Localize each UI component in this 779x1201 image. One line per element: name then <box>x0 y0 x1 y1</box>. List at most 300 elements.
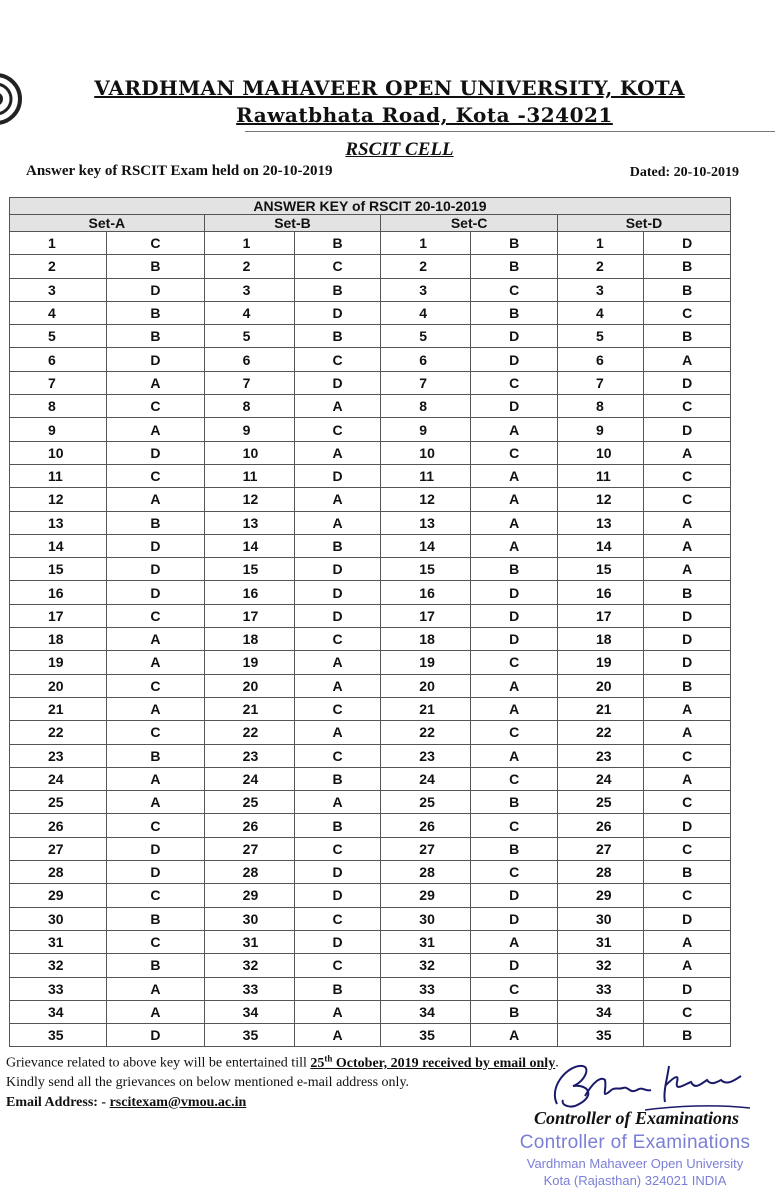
table-row <box>10 884 731 907</box>
question-number: 4 <box>10 301 107 324</box>
answer-option: A <box>107 767 204 790</box>
answer-option: C <box>644 1000 731 1023</box>
answer-option: A <box>107 371 204 394</box>
question-number: 25 <box>557 791 644 814</box>
answer-option: C <box>294 418 381 441</box>
table-row <box>10 837 731 860</box>
cell-name: RSCIT CELL <box>345 139 454 160</box>
answer-option: B <box>294 232 381 255</box>
answer-option: B <box>294 534 381 557</box>
signatory-title: Controller of Examinations <box>534 1108 740 1128</box>
question-number: 33 <box>10 977 107 1000</box>
answer-option: C <box>644 791 731 814</box>
question-number: 24 <box>10 767 107 790</box>
table-row <box>10 441 731 464</box>
question-number: 23 <box>204 744 294 767</box>
answer-key-heading: Answer key of RSCIT Exam held on 20-10-2019 <box>26 163 333 179</box>
answer-option: C <box>471 721 558 744</box>
question-number: 1 <box>381 232 471 255</box>
question-number: 19 <box>204 651 294 674</box>
answer-option: B <box>471 232 558 255</box>
university-address: Rawatbhata Road, Kota -324021 <box>236 103 613 127</box>
answer-option: A <box>644 441 731 464</box>
answer-option: A <box>107 488 204 511</box>
question-number: 18 <box>10 628 107 651</box>
question-number: 35 <box>10 1024 107 1047</box>
question-number: 31 <box>10 930 107 953</box>
answer-option: B <box>471 1000 558 1023</box>
question-number: 16 <box>204 581 294 604</box>
question-number: 20 <box>10 674 107 697</box>
table-row <box>10 511 731 534</box>
question-number: 21 <box>204 697 294 720</box>
question-number: 16 <box>10 581 107 604</box>
question-number: 2 <box>381 255 471 278</box>
answer-option: B <box>107 907 204 930</box>
answer-option: D <box>644 814 731 837</box>
table-row <box>10 721 731 744</box>
question-number: 25 <box>10 791 107 814</box>
question-number: 27 <box>10 837 107 860</box>
answer-option: B <box>107 511 204 534</box>
question-number: 35 <box>557 1024 644 1047</box>
answer-option: C <box>107 395 204 418</box>
answer-option: C <box>471 977 558 1000</box>
question-number: 21 <box>557 697 644 720</box>
question-number: 23 <box>557 744 644 767</box>
answer-option: C <box>107 604 204 627</box>
question-number: 29 <box>381 884 471 907</box>
question-number: 6 <box>10 348 107 371</box>
question-number: 21 <box>10 697 107 720</box>
answer-option: B <box>294 325 381 348</box>
question-number: 3 <box>10 278 107 301</box>
answer-option: B <box>644 674 731 697</box>
question-number: 6 <box>204 348 294 371</box>
question-number: 13 <box>381 511 471 534</box>
answer-option: C <box>294 837 381 860</box>
set-header-row <box>10 215 731 232</box>
question-number: 14 <box>557 534 644 557</box>
answer-option: D <box>644 418 731 441</box>
question-number: 27 <box>381 837 471 860</box>
question-number: 19 <box>381 651 471 674</box>
answer-option: C <box>471 651 558 674</box>
answer-option: D <box>471 954 558 977</box>
table-row <box>10 464 731 487</box>
question-number: 18 <box>381 628 471 651</box>
handwritten-signature <box>545 1046 755 1116</box>
answer-option: D <box>471 884 558 907</box>
question-number: 12 <box>557 488 644 511</box>
answer-option: D <box>107 348 204 371</box>
answer-option: A <box>471 464 558 487</box>
answer-option: D <box>471 907 558 930</box>
question-number: 5 <box>204 325 294 348</box>
question-number: 16 <box>381 581 471 604</box>
answer-option: A <box>471 511 558 534</box>
question-number: 8 <box>381 395 471 418</box>
answer-option: B <box>107 301 204 324</box>
question-number: 3 <box>204 278 294 301</box>
answer-option: A <box>644 697 731 720</box>
question-number: 6 <box>381 348 471 371</box>
answer-option: A <box>471 418 558 441</box>
table-row <box>10 301 731 324</box>
question-number: 20 <box>381 674 471 697</box>
stamp-line-2: Vardhman Mahaveer Open University <box>526 1156 744 1171</box>
answer-option: C <box>644 464 731 487</box>
question-number: 7 <box>381 371 471 394</box>
question-number: 25 <box>204 791 294 814</box>
question-number: 26 <box>381 814 471 837</box>
question-number: 15 <box>381 558 471 581</box>
answer-option: C <box>107 674 204 697</box>
table-row <box>10 907 731 930</box>
answer-option: D <box>644 628 731 651</box>
question-number: 20 <box>557 674 644 697</box>
question-number: 30 <box>10 907 107 930</box>
question-number: 22 <box>204 721 294 744</box>
question-number: 12 <box>10 488 107 511</box>
answer-option: D <box>294 604 381 627</box>
grievance-prefix: Grievance related to above key will be entertained till <box>6 1055 311 1071</box>
answer-option: D <box>644 371 731 394</box>
table-row <box>10 348 731 371</box>
official-stamp <box>500 1132 770 1188</box>
question-number: 24 <box>204 767 294 790</box>
question-number: 23 <box>381 744 471 767</box>
question-number: 18 <box>204 628 294 651</box>
answer-option: A <box>107 418 204 441</box>
question-number: 9 <box>10 418 107 441</box>
answer-option: D <box>471 581 558 604</box>
answer-option: A <box>471 488 558 511</box>
table-row <box>10 278 731 301</box>
question-number: 14 <box>204 534 294 557</box>
question-number: 2 <box>10 255 107 278</box>
answer-option: C <box>644 744 731 767</box>
answer-option: B <box>294 977 381 1000</box>
question-number: 11 <box>204 464 294 487</box>
question-number: 19 <box>557 651 644 674</box>
answer-option: A <box>471 697 558 720</box>
question-number: 35 <box>381 1024 471 1047</box>
question-number: 35 <box>204 1024 294 1047</box>
question-number: 13 <box>204 511 294 534</box>
question-number: 28 <box>204 861 294 884</box>
answer-option: B <box>107 744 204 767</box>
question-number: 17 <box>381 604 471 627</box>
question-number: 14 <box>381 534 471 557</box>
answer-option: D <box>294 581 381 604</box>
answer-key-table <box>9 197 731 1047</box>
answer-option: A <box>294 488 381 511</box>
table-row <box>10 488 731 511</box>
question-number: 12 <box>381 488 471 511</box>
answer-option: D <box>644 651 731 674</box>
question-number: 1 <box>557 232 644 255</box>
answer-option: C <box>471 371 558 394</box>
question-number: 19 <box>10 651 107 674</box>
question-number: 17 <box>204 604 294 627</box>
answer-option: A <box>644 534 731 557</box>
question-number: 9 <box>557 418 644 441</box>
answer-option: A <box>294 1024 381 1047</box>
table-row <box>10 814 731 837</box>
table-row <box>10 418 731 441</box>
table-row <box>10 697 731 720</box>
answer-option: A <box>644 954 731 977</box>
question-number: 26 <box>10 814 107 837</box>
answer-option: C <box>294 744 381 767</box>
table-row <box>10 558 731 581</box>
answer-option: D <box>107 441 204 464</box>
answer-option: A <box>107 1000 204 1023</box>
question-number: 15 <box>204 558 294 581</box>
answer-option: C <box>294 954 381 977</box>
answer-option: C <box>107 814 204 837</box>
answer-option: B <box>644 581 731 604</box>
answer-option: A <box>644 558 731 581</box>
question-number: 34 <box>10 1000 107 1023</box>
question-number: 17 <box>557 604 644 627</box>
table-row <box>10 651 731 674</box>
question-number: 5 <box>381 325 471 348</box>
answer-option: A <box>294 441 381 464</box>
question-number: 6 <box>557 348 644 371</box>
question-number: 4 <box>557 301 644 324</box>
question-number: 5 <box>557 325 644 348</box>
question-number: 34 <box>557 1000 644 1023</box>
answer-option: C <box>471 441 558 464</box>
answer-option: D <box>107 837 204 860</box>
table-row <box>10 1000 731 1023</box>
answer-option: D <box>294 930 381 953</box>
stamp-line-3: Kota (Rajasthan) 324021 INDIA <box>543 1173 727 1188</box>
answer-option: D <box>294 558 381 581</box>
answer-option: A <box>644 930 731 953</box>
answer-option: D <box>294 464 381 487</box>
answer-option: B <box>294 278 381 301</box>
question-number: 25 <box>381 791 471 814</box>
answer-option: B <box>644 1024 731 1047</box>
email-link[interactable]: rscitexam@vmou.ac.in <box>109 1094 247 1110</box>
table-row <box>10 674 731 697</box>
question-number: 31 <box>557 930 644 953</box>
question-number: 31 <box>381 930 471 953</box>
answer-option: A <box>107 628 204 651</box>
question-number: 33 <box>557 977 644 1000</box>
grievance-line <box>6 1049 559 1073</box>
answer-option: C <box>107 721 204 744</box>
answer-option: C <box>471 767 558 790</box>
question-number: 32 <box>557 954 644 977</box>
question-number: 10 <box>557 441 644 464</box>
answer-option: C <box>471 861 558 884</box>
answer-option: A <box>294 511 381 534</box>
question-number: 2 <box>557 255 644 278</box>
table-row <box>10 232 731 255</box>
table-row <box>10 1024 731 1047</box>
question-number: 9 <box>381 418 471 441</box>
answer-option: A <box>107 977 204 1000</box>
question-number: 24 <box>557 767 644 790</box>
question-number: 8 <box>557 395 644 418</box>
answer-option: C <box>107 930 204 953</box>
question-number: 10 <box>381 441 471 464</box>
question-number: 24 <box>381 767 471 790</box>
question-number: 15 <box>557 558 644 581</box>
question-number: 7 <box>204 371 294 394</box>
table-row <box>10 628 731 651</box>
answer-option: A <box>644 511 731 534</box>
answer-option: A <box>471 930 558 953</box>
grievance-deadline: 25th October, 2019 received by email only <box>310 1053 556 1071</box>
answer-option: C <box>294 255 381 278</box>
answer-option: B <box>107 325 204 348</box>
university-name: VARDHMAN MAHAVEER OPEN UNIVERSITY, KOTA <box>94 76 685 100</box>
answer-option: B <box>294 814 381 837</box>
answer-option: D <box>644 907 731 930</box>
answer-option: B <box>471 558 558 581</box>
question-number: 1 <box>204 232 294 255</box>
table-row <box>10 930 731 953</box>
question-number: 18 <box>557 628 644 651</box>
answer-option: A <box>294 721 381 744</box>
question-number: 3 <box>381 278 471 301</box>
question-number: 4 <box>381 301 471 324</box>
question-number: 29 <box>10 884 107 907</box>
question-number: 9 <box>204 418 294 441</box>
question-number: 22 <box>557 721 644 744</box>
answer-option: D <box>107 558 204 581</box>
question-number: 3 <box>557 278 644 301</box>
question-number: 11 <box>557 464 644 487</box>
answer-option: B <box>644 325 731 348</box>
answer-option: A <box>644 721 731 744</box>
question-number: 32 <box>204 954 294 977</box>
answer-option: C <box>644 395 731 418</box>
table-row <box>10 977 731 1000</box>
answer-option: B <box>471 791 558 814</box>
answer-option: D <box>294 371 381 394</box>
question-number: 8 <box>204 395 294 418</box>
email-line <box>6 1093 559 1113</box>
question-number: 8 <box>10 395 107 418</box>
answer-option: D <box>107 1024 204 1047</box>
answer-option: C <box>644 837 731 860</box>
document-date: Dated: 20-10-2019 <box>629 165 739 180</box>
answer-option: D <box>644 232 731 255</box>
question-number: 28 <box>381 861 471 884</box>
question-number: 28 <box>10 861 107 884</box>
answer-option: D <box>471 604 558 627</box>
answer-option: B <box>471 255 558 278</box>
answer-option: C <box>294 907 381 930</box>
answer-option: C <box>294 628 381 651</box>
question-number: 2 <box>204 255 294 278</box>
answer-option: B <box>644 255 731 278</box>
email-label: Email Address: - <box>6 1094 110 1110</box>
question-number: 30 <box>557 907 644 930</box>
answer-option: A <box>107 791 204 814</box>
question-number: 27 <box>204 837 294 860</box>
table-row <box>10 255 731 278</box>
question-number: 13 <box>10 511 107 534</box>
question-number: 26 <box>557 814 644 837</box>
question-number: 30 <box>381 907 471 930</box>
table-row <box>10 767 731 790</box>
answer-option: B <box>294 767 381 790</box>
answer-option: A <box>644 767 731 790</box>
answer-option: C <box>644 884 731 907</box>
answer-option: D <box>644 977 731 1000</box>
answer-option: B <box>471 837 558 860</box>
set-header: Set-A <box>10 215 205 232</box>
answer-option: A <box>107 697 204 720</box>
answer-option: C <box>107 464 204 487</box>
header-divider <box>245 131 775 132</box>
question-number: 10 <box>204 441 294 464</box>
question-number: 33 <box>381 977 471 1000</box>
question-number: 32 <box>381 954 471 977</box>
question-number: 21 <box>381 697 471 720</box>
table-row <box>10 325 731 348</box>
question-number: 31 <box>204 930 294 953</box>
answer-option: D <box>294 884 381 907</box>
answer-option: A <box>294 791 381 814</box>
table-row <box>10 395 731 418</box>
question-number: 20 <box>204 674 294 697</box>
question-number: 4 <box>204 301 294 324</box>
answer-option: D <box>107 534 204 557</box>
answer-option: A <box>294 674 381 697</box>
question-number: 16 <box>557 581 644 604</box>
answer-option: B <box>644 861 731 884</box>
table-title: ANSWER KEY of RSCIT 20-10-2019 <box>10 198 731 215</box>
answer-option: A <box>471 744 558 767</box>
answer-option: D <box>644 604 731 627</box>
question-number: 28 <box>557 861 644 884</box>
table-body <box>10 232 731 1047</box>
question-number: 34 <box>381 1000 471 1023</box>
answer-option: B <box>644 278 731 301</box>
question-number: 23 <box>10 744 107 767</box>
question-number: 11 <box>10 464 107 487</box>
question-number: 7 <box>10 371 107 394</box>
answer-option: A <box>471 534 558 557</box>
question-number: 33 <box>204 977 294 1000</box>
question-number: 27 <box>557 837 644 860</box>
answer-option: A <box>294 651 381 674</box>
table-row <box>10 604 731 627</box>
answer-option: A <box>644 348 731 371</box>
answer-option: B <box>107 954 204 977</box>
set-header: Set-C <box>381 215 558 232</box>
question-number: 1 <box>10 232 107 255</box>
answer-option: C <box>644 488 731 511</box>
answer-option: A <box>107 651 204 674</box>
question-number: 34 <box>204 1000 294 1023</box>
answer-option: A <box>471 674 558 697</box>
question-number: 29 <box>204 884 294 907</box>
answer-option: C <box>107 232 204 255</box>
answer-option: D <box>294 301 381 324</box>
answer-option: A <box>294 1000 381 1023</box>
question-number: 22 <box>10 721 107 744</box>
question-number: 15 <box>10 558 107 581</box>
